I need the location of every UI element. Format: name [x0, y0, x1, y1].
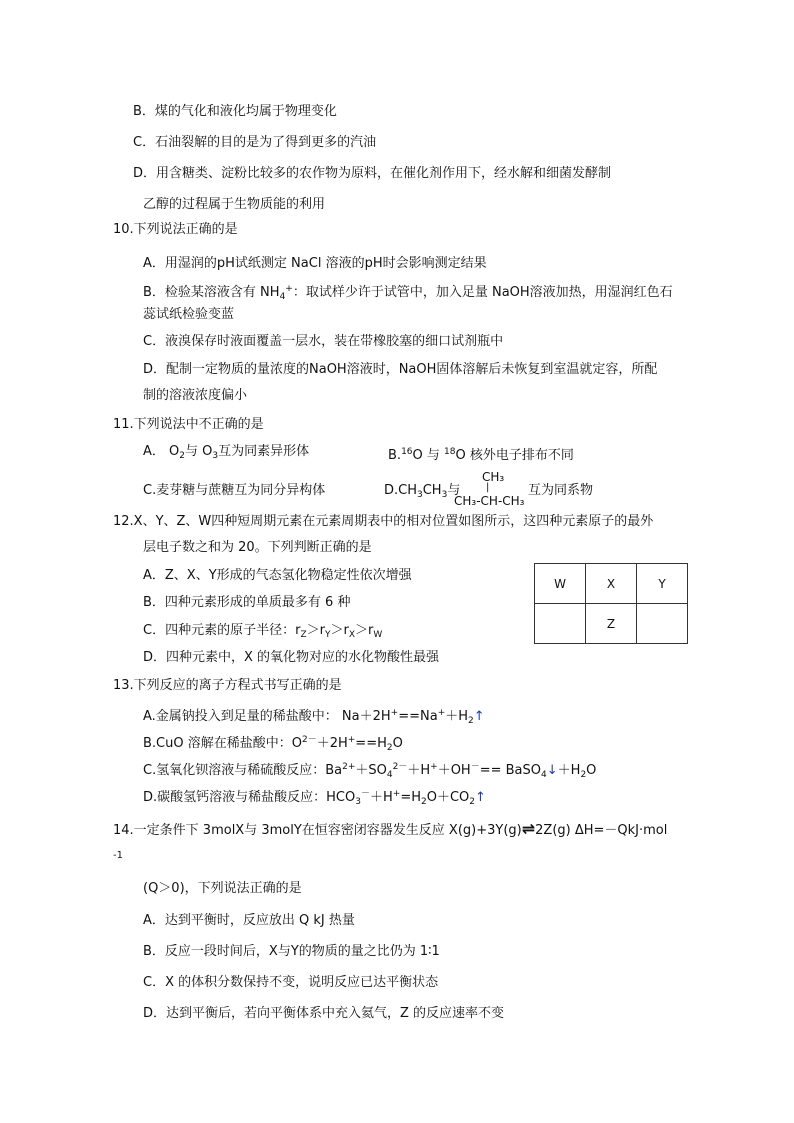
cell-x: X: [586, 564, 637, 604]
q13-option-c: C.氢氧化钡溶液与稀硫酸反应：$Ba^{2+}+SO_4^{2-}+H^++OH^-==$ $BaSO_4↓+H_2O$: [143, 762, 597, 780]
periodic-table-fragment: [534, 563, 688, 644]
structure-main-chain: CH₃-CH-CH₃: [454, 494, 525, 508]
q14-option-d: D．达到平衡后，若向平衡体系中充入氦气，Z 的反应速率不变: [143, 1006, 505, 1021]
gas-arrow-icon: ↑: [475, 790, 486, 805]
q9-option-b: B．煤的气化和液化均属于物理变化: [133, 104, 337, 119]
q12-option-a: A．Z、X、Y形成的气态氢化物稳定性依次增强: [143, 568, 412, 583]
q9-option-d-line1: D．用含糖类、淀粉比较多的农作物为原料，在催化剂作用下，经水解和细菌发酵制: [133, 166, 612, 181]
cell-empty-left: [535, 604, 586, 644]
cell-z: Z: [586, 604, 637, 644]
q14-option-a: A．达到平衡时，反应放出 Q kJ 热量: [143, 913, 355, 928]
precipitate-arrow-icon: ↓: [546, 763, 558, 778]
cell-y: Y: [637, 564, 688, 604]
q14-stem-line1: 14.一定条件下 3molX与 3molY在恒容密闭容器发生反应 X(g)+3Y(g)⇌2Z(g) ΔH=－QkJ·mol: [113, 819, 668, 838]
q11-option-d: $D.CH_3CH_3$与: [384, 483, 461, 500]
q10-option-d-line1: D．配制一定物质的量浓度的NaOH溶液时，NaOH固体溶解后未恢复到室温就定容，所配: [143, 362, 658, 377]
q10-stem: 10.下列说法正确的是: [113, 222, 238, 237]
q12-option-b: B．四种元素形成的单质最多有 6 种: [143, 595, 351, 610]
gas-arrow-icon: ↑: [473, 709, 485, 724]
cell-w: W: [535, 564, 586, 604]
q13-stem: 13.下列反应的离子方程式书写正确的是: [113, 678, 342, 693]
q11-option-b: B.$^{16}$O 与 $^{18}$O 核外电子排布不同: [388, 447, 574, 463]
q9-option-d-line2: 乙醇的过程属于生物质能的利用: [143, 197, 326, 212]
q11-option-c: C.麦芽糖与蔗糖互为同分异构体: [143, 483, 326, 498]
q13-option-d: D.碳酸氢钙溶液与稀盐酸反应：$HCO_3^-+H^+=H_2O+CO_2↑$: [143, 789, 486, 807]
q14-stem-line3: (Q＞0)，下列说法正确的是: [143, 881, 302, 896]
q11-stem: 11.下列说法中不正确的是: [113, 417, 264, 432]
q11-option-a: A． $O_2$与 $O_3$互为同素异形体: [143, 444, 310, 461]
structure-ch3-top: CH₃: [482, 470, 505, 484]
q14-option-c: C．X 的体积分数保持不变，说明反应已达平衡状态: [143, 975, 439, 990]
q13-option-b: B.CuO 溶解在稀盐酸中：$O^{2-}+2H^+==H_2O$: [143, 735, 403, 753]
structure-bond: |: [486, 482, 490, 493]
q12-stem-line2: 层电子数之和为 20。下列判断正确的是: [143, 540, 372, 555]
q13-option-a: A.金属钠投入到足量的稀盐酸中： $Na+2H^+==Na^++H_2↑$: [143, 708, 485, 726]
q9-option-c: C．石油裂解的目的是为了得到更多的汽油: [133, 135, 377, 150]
q12-stem-line1: 12.X、Y、Z、W四种短周期元素在元素周期表中的相对位置如图所示，这四种元素原子的最外: [113, 514, 654, 529]
q10-option-a: A．用湿润的pH试纸测定 NaCl 溶液的pH时会影响测定结果: [143, 256, 487, 271]
q10-option-b-line1: B．检验某溶液含有 $NH_4^+$：取试样少许于试管中，加入足量 NaOH溶液加热，用湿润红色石: [143, 284, 673, 302]
cell-empty-right: [637, 604, 688, 644]
q11-option-d-tail: 互为同系物: [528, 483, 594, 498]
q10-option-b-line2: 蕊试纸检验变蓝: [143, 307, 235, 322]
q10-option-d-line2: 制的溶液浓度偏小: [143, 388, 248, 403]
q12-option-c: C．四种元素的原子半径：$r_Z>r_Y>r_X>r_W$: [143, 623, 383, 640]
q14-stem-line2: -1: [113, 850, 123, 861]
equilibrium-arrow-icon: ⇌: [521, 819, 536, 838]
q10-option-c: C．液溴保存时液面覆盖一层水，装在带橡胶塞的细口试剂瓶中: [143, 334, 504, 349]
q14-option-b: B．反应一段时间后，X与Y的物质的量之比仍为 1∶1: [143, 944, 440, 959]
q12-option-d: D．四种元素中，X 的氧化物对应的水化物酸性最强: [143, 650, 440, 665]
